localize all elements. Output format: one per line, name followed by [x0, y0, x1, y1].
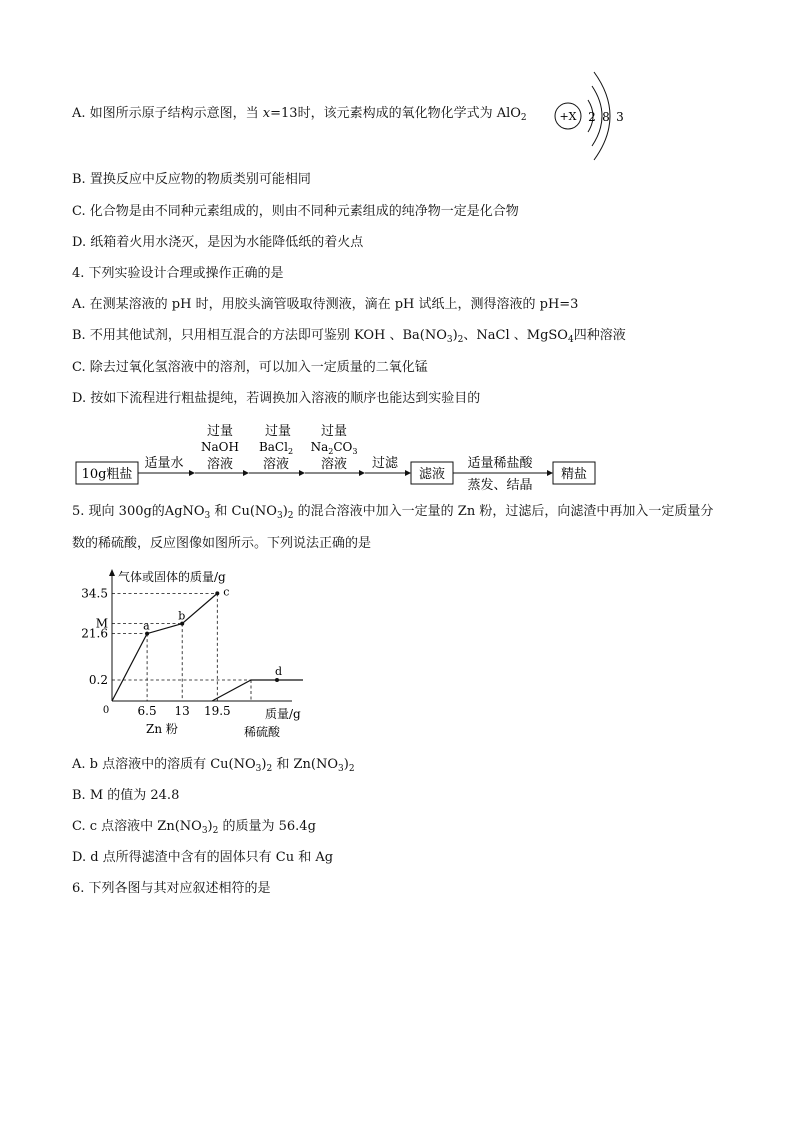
y-tick-label: 21.6: [81, 626, 108, 641]
y-tick-label: 34.5: [81, 586, 108, 601]
q4-option-c: C. 除去过氧化氢溶液中的溶剂，可以加入一定质量的二氧化锰: [72, 360, 428, 375]
q5-stem-text2: 和 Cu(NO: [210, 504, 277, 519]
data-point-label-b: b: [178, 609, 186, 623]
q5-option-a-text1: A. b 点溶液中的溶质有 Cu(NO: [72, 757, 256, 772]
q4-option-b-text1: B. 不用其他试剂，只用相互混合的方法即可鉴别 KOH 、Ba(NO: [72, 328, 447, 343]
q4-stem: 4. 下列实验设计合理或操作正确的是: [72, 266, 284, 281]
flow-box-start-label: 10g粗盐: [81, 467, 133, 482]
q6-stem: 6. 下列各图与其对应叙述相符的是: [72, 881, 271, 896]
q4-option-b-sub2: 2: [457, 335, 464, 345]
shell-1-count: 2: [588, 110, 596, 124]
flow-arrowhead-3: [299, 470, 305, 476]
q5-option-a-sub1: 3: [255, 764, 262, 774]
q4-option-b-sub1: 3: [446, 335, 453, 345]
q5-option-a-sub2: 2: [266, 764, 273, 774]
y-axis-arrow: [109, 569, 115, 576]
nucleus-label: +X: [559, 110, 577, 123]
flow-step3-top: 过量: [264, 424, 292, 439]
flow-step3-mid: BaCl$_2$: [258, 440, 294, 456]
shell-3-count: 3: [616, 110, 624, 124]
flow-step4-bot: 溶液: [320, 457, 348, 472]
q5-stem-line1: [72, 502, 713, 522]
x-group-label-acid: 稀硫酸: [243, 725, 281, 739]
q3-option-a: [72, 104, 527, 124]
flow-arrowhead-5: [405, 470, 411, 476]
flow-box-filtrate-label: 滤液: [418, 467, 446, 482]
q4-option-b-sub3: 4: [567, 335, 574, 345]
x-tick-label: 13: [174, 704, 190, 718]
flow-arrowhead-2: [243, 470, 249, 476]
q5-option-c-sub1: 3: [201, 826, 208, 836]
x-axis-label: 质量/g: [265, 707, 301, 721]
series-acid-line: [212, 680, 303, 701]
q4-option-b-text4: 四种溶液: [573, 328, 626, 343]
q4-option-b-text3: 、NaCl 、MgSO: [463, 328, 568, 343]
q5-stem-sub2: 3: [276, 511, 283, 521]
q5-stem-text3: ): [282, 504, 288, 519]
q3-option-b: B. 置换反应中反应物的物质类别可能相同: [72, 172, 311, 187]
flow-step5-label: 过滤: [371, 456, 399, 471]
q5-stem-sub1: 3: [204, 511, 211, 521]
q4-option-a: A. 在测某溶液的 pH 时，用胶头滴管吸取待测液，滴在 pH 试纸上，测得溶液的 pH=3: [72, 297, 579, 312]
data-point-label-d: d: [275, 665, 283, 678]
flow-arrowhead-4: [359, 470, 365, 476]
q3-option-a-text2: =13时，该元素构成的氧化物化学式为 AlO: [270, 106, 521, 121]
q5-option-c-text3: 的质量为 56.4g: [218, 819, 316, 834]
atom-structure-diagram: [552, 68, 632, 164]
flow-step4-top: 过量: [320, 424, 348, 439]
q5-option-a-text2: ): [261, 757, 267, 772]
zn-reaction-graph: [81, 568, 352, 743]
q5-stem-text1: 5. 现向 300g的AgNO: [72, 504, 205, 519]
q5-option-c: [72, 817, 316, 837]
y-axis-label: 气体或固体的质量/g: [118, 570, 226, 584]
flow-step2-top: 过量: [206, 424, 234, 439]
q4-option-b-text2: ): [452, 328, 458, 343]
q3-option-a-text: A. 如图所示原子结构示意图，当: [72, 106, 263, 121]
q5-option-a-text3: 和 Zn(NO: [272, 757, 338, 772]
flow-step2-mid: NaOH: [201, 440, 239, 454]
q5-option-a-sub4: 2: [348, 764, 355, 774]
flow-box-end-label: 精盐: [560, 467, 588, 482]
q5-option-b: B. M 的值为 24.8: [72, 788, 180, 803]
data-point-label-c: c: [223, 585, 230, 599]
flow-step1-label: 适量水: [144, 456, 184, 471]
q4-option-b: [72, 326, 626, 346]
q5-stem-line2: 数的稀硫酸，反应图像如图所示。下列说法正确的是: [72, 536, 372, 551]
flow-arrowhead-1: [189, 470, 195, 476]
q3-option-c: C. 化合物是由不同种元素组成的，则由不同种元素组成的纯净物一定是化合物: [72, 204, 519, 219]
q3-option-a-sub: 2: [520, 113, 527, 123]
flow-step3-bot: 溶液: [262, 457, 290, 472]
x-tick-label: 19.5: [203, 704, 231, 718]
data-point-d: [275, 678, 279, 682]
x-tick-label: 6.5: [137, 704, 157, 718]
data-point-c: [215, 591, 219, 595]
x-tick-label: 0: [102, 705, 110, 716]
y-tick-label: M: [95, 616, 108, 631]
x-group-label-zn: Zn 粉: [146, 722, 178, 736]
data-point-label-a: a: [143, 619, 150, 633]
flow-step6-bot: 蒸发、结晶: [467, 478, 533, 493]
flow-step4-mid: $Na_2CO_3$: [310, 440, 358, 456]
q5-option-c-text2: ): [207, 819, 213, 834]
q4-option-d: D. 按如下流程进行粗盐提纯，若调换加入溶液的顺序也能达到实验目的: [72, 391, 481, 406]
q3-option-a-var: x: [262, 106, 271, 121]
q3-option-d: D. 纸箱着火用水浇灭，是因为水能降低纸的着火点: [72, 235, 364, 250]
q5-stem-sub3: 2: [287, 511, 294, 521]
q5-option-c-sub2: 2: [212, 826, 219, 836]
q5-option-c-text1: C. c 点溶液中 Zn(NO: [72, 819, 202, 834]
series-zn-line: [112, 593, 217, 701]
y-tick-label: 0.2: [88, 673, 108, 687]
flow-step6-top: 适量稀盐酸: [467, 456, 533, 471]
q5-option-d: D. d 点所得滤渣中含有的固体只有 Cu 和 Ag: [72, 850, 334, 865]
q5-option-a: [72, 755, 355, 775]
flow-step2-bot: 溶液: [206, 457, 234, 472]
flow-arrowhead-6: [547, 470, 553, 476]
purification-flow-diagram: [72, 422, 632, 494]
q5-option-a-text4: ): [343, 757, 349, 772]
q5-stem-text4: 的混合溶液中加入一定量的 Zn 粉，过滤后，向滤渣中再加入一定质量分: [293, 504, 714, 519]
shell-2-count: 8: [602, 110, 610, 124]
q5-option-a-sub3: 3: [338, 764, 344, 774]
